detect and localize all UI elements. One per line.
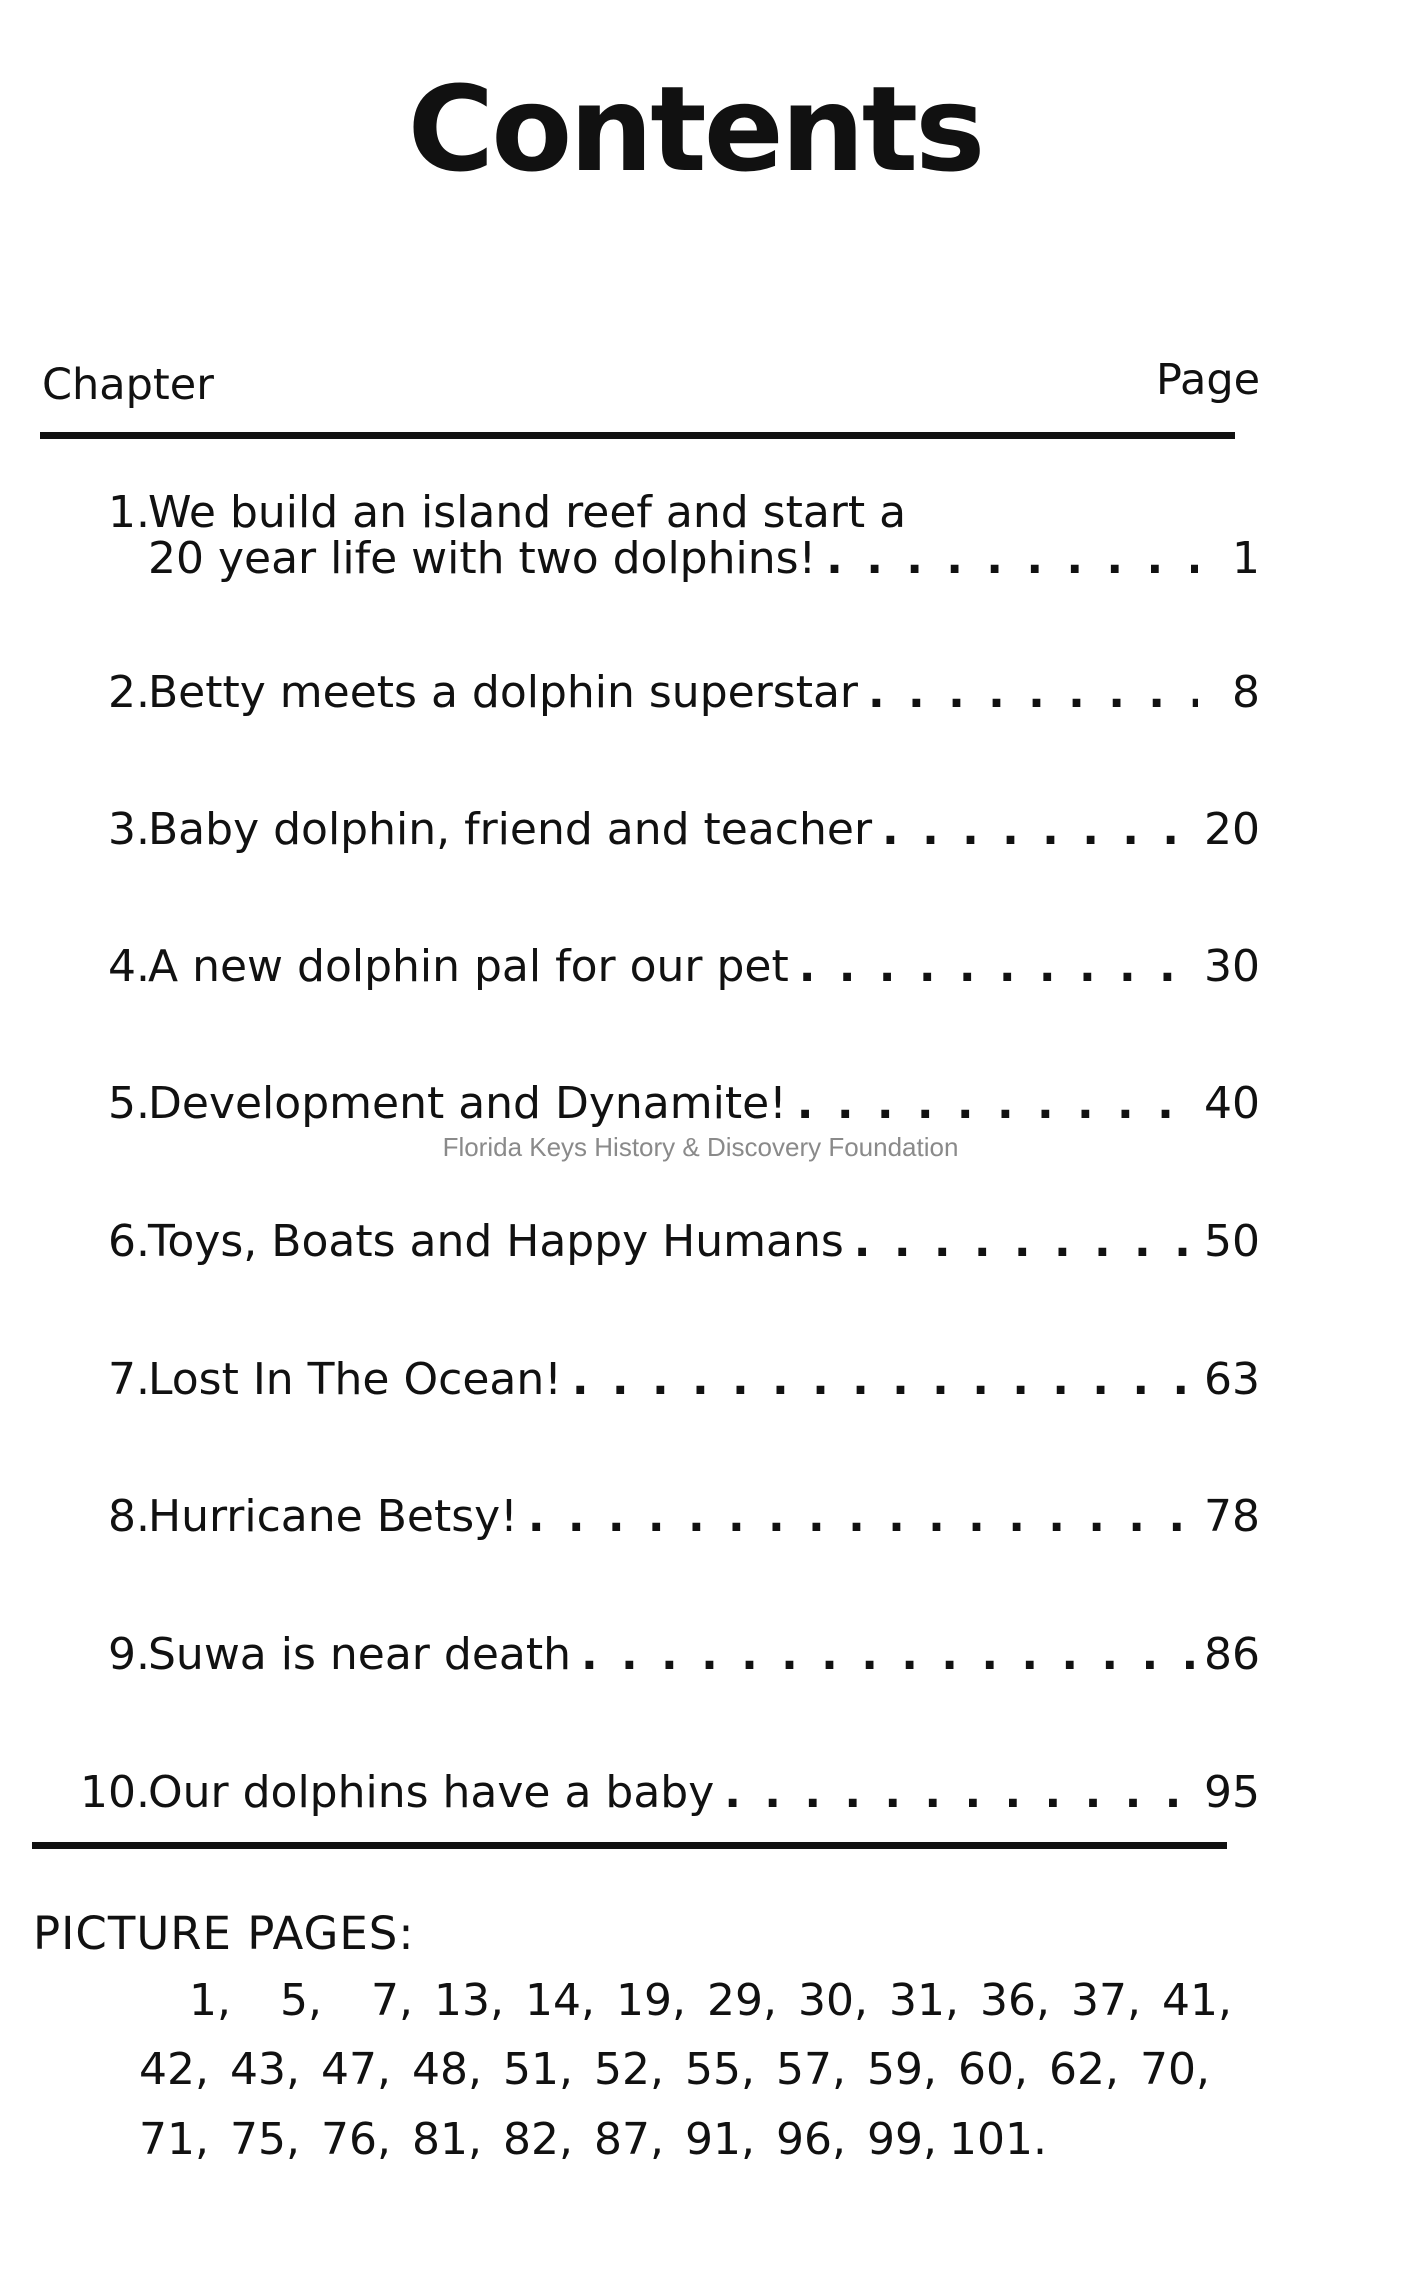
- entry-page: 63: [1204, 1354, 1260, 1405]
- picture-page-number: 13,: [434, 1975, 504, 2026]
- toc-entry-10: [30, 1767, 1260, 1818]
- picture-pages-label: PICTURE PAGES:: [33, 1907, 415, 1960]
- leader-dots: [854, 1219, 1194, 1265]
- picture-page-number: 96,: [776, 2114, 846, 2165]
- entry-title: Lost In The Ocean!: [148, 1354, 562, 1405]
- leader-dots: [528, 1494, 1194, 1540]
- entry-number: 4.: [108, 941, 150, 992]
- picture-page-number: 48,: [412, 2044, 482, 2095]
- entry-page: 86: [1204, 1629, 1260, 1680]
- picture-page-number: 75,: [230, 2114, 300, 2165]
- picture-page-number: 71,: [139, 2114, 209, 2165]
- toc-entry-2: [30, 667, 1260, 718]
- leader-dots: [581, 1632, 1194, 1678]
- picture-page-number: 59,: [867, 2044, 937, 2095]
- entry-title: Toys, Boats and Happy Humans: [148, 1216, 844, 1267]
- entry-number: 7.: [108, 1354, 150, 1405]
- toc-entry-4: [30, 941, 1260, 992]
- entry-page: 50: [1204, 1216, 1260, 1267]
- chapter-column-header: Chapter: [42, 360, 214, 410]
- picture-page-number: 60,: [958, 2044, 1028, 2095]
- picture-page-number: 41,: [1162, 1975, 1232, 2026]
- entry-title: A new dolphin pal for our pet: [148, 941, 789, 992]
- entry-number: 5.: [108, 1078, 150, 1129]
- entry-page: 40: [1204, 1078, 1260, 1129]
- picture-page-number: 37,: [1071, 1975, 1141, 2026]
- entry-title: Development and Dynamite!: [148, 1078, 787, 1129]
- leader-dots: [724, 1770, 1194, 1816]
- toc-entry-3: [30, 804, 1260, 855]
- picture-page-number: 7,: [371, 1975, 413, 2026]
- bottom-divider: [32, 1842, 1227, 1849]
- page-column-header: Page: [1156, 355, 1261, 405]
- toc-entry-1: [30, 487, 1260, 584]
- picture-page-number: 91,: [685, 2114, 755, 2165]
- leader-dots: [826, 536, 1198, 582]
- leader-dots: [882, 807, 1194, 853]
- picture-page-number: 70,: [1140, 2044, 1210, 2095]
- picture-page-number: 31,: [889, 1975, 959, 2026]
- picture-page-number: 99,: [867, 2114, 937, 2165]
- picture-page-number: 42,: [139, 2044, 209, 2095]
- entry-page: 95: [1204, 1767, 1260, 1818]
- top-divider: [40, 432, 1235, 439]
- picture-page-number: 14,: [525, 1975, 595, 2026]
- picture-page-number: 62,: [1049, 2044, 1119, 2095]
- entry-number: 9.: [108, 1629, 150, 1680]
- watermark-text: Florida Keys History & Discovery Foundation: [442, 1132, 959, 1162]
- picture-pages-row-3: [118, 2114, 1218, 2165]
- entry-number: 8.: [108, 1491, 150, 1542]
- picture-page-number: 101.: [949, 2114, 1047, 2165]
- entry-number: 2.: [108, 667, 150, 718]
- picture-page-number: 1,: [189, 1975, 231, 2026]
- picture-page-number: 51,: [503, 2044, 573, 2095]
- leader-dots: [868, 670, 1198, 716]
- picture-page-number: 5,: [280, 1975, 322, 2026]
- picture-pages-row-2: [118, 2044, 1218, 2095]
- page-title: Contents: [407, 60, 983, 198]
- picture-page-number: 30,: [798, 1975, 868, 2026]
- picture-page-number: 47,: [321, 2044, 391, 2095]
- picture-page-number: 43,: [230, 2044, 300, 2095]
- leader-dots: [799, 944, 1194, 990]
- entry-page: 8: [1232, 667, 1260, 718]
- entry-title: Our dolphins have a baby: [148, 1767, 715, 1818]
- entry-number: 10.: [80, 1767, 150, 1818]
- entry-page: 20: [1204, 804, 1260, 855]
- entry-title: Baby dolphin, friend and teacher: [148, 804, 873, 855]
- picture-page-number: 55,: [685, 2044, 755, 2095]
- entry-page: 78: [1204, 1491, 1260, 1542]
- picture-page-number: 52,: [594, 2044, 664, 2095]
- toc-entry-7: [30, 1354, 1260, 1405]
- entry-title-line1: We build an island reef and start a: [148, 487, 907, 538]
- entry-page: 1: [1232, 533, 1260, 584]
- toc-entry-8: [30, 1491, 1260, 1542]
- picture-page-number: 76,: [321, 2114, 391, 2165]
- picture-page-number: 29,: [707, 1975, 777, 2026]
- entry-number: 6.: [108, 1216, 150, 1267]
- picture-page-number: 36,: [980, 1975, 1050, 2026]
- entry-number: 1.: [108, 487, 150, 538]
- picture-page-number: 57,: [776, 2044, 846, 2095]
- entry-page: 30: [1204, 941, 1260, 992]
- leader-dots: [572, 1357, 1194, 1403]
- entry-title: 20 year life with two dolphins!: [148, 533, 817, 584]
- picture-page-number: 82,: [503, 2114, 573, 2165]
- toc-entry-9: [30, 1629, 1260, 1680]
- picture-page-number: 87,: [594, 2114, 664, 2165]
- picture-page-number: 19,: [616, 1975, 686, 2026]
- toc-entry-5: [30, 1078, 1260, 1129]
- toc-entry-6: [30, 1216, 1260, 1267]
- entry-title: Suwa is near death: [148, 1629, 571, 1680]
- entry-number: 3.: [108, 804, 150, 855]
- entry-title: Hurricane Betsy!: [148, 1491, 518, 1542]
- entry-title: Betty meets a dolphin superstar: [148, 667, 859, 718]
- leader-dots: [797, 1081, 1194, 1127]
- picture-pages-row-1: [140, 1975, 1240, 2026]
- picture-page-number: 81,: [412, 2114, 482, 2165]
